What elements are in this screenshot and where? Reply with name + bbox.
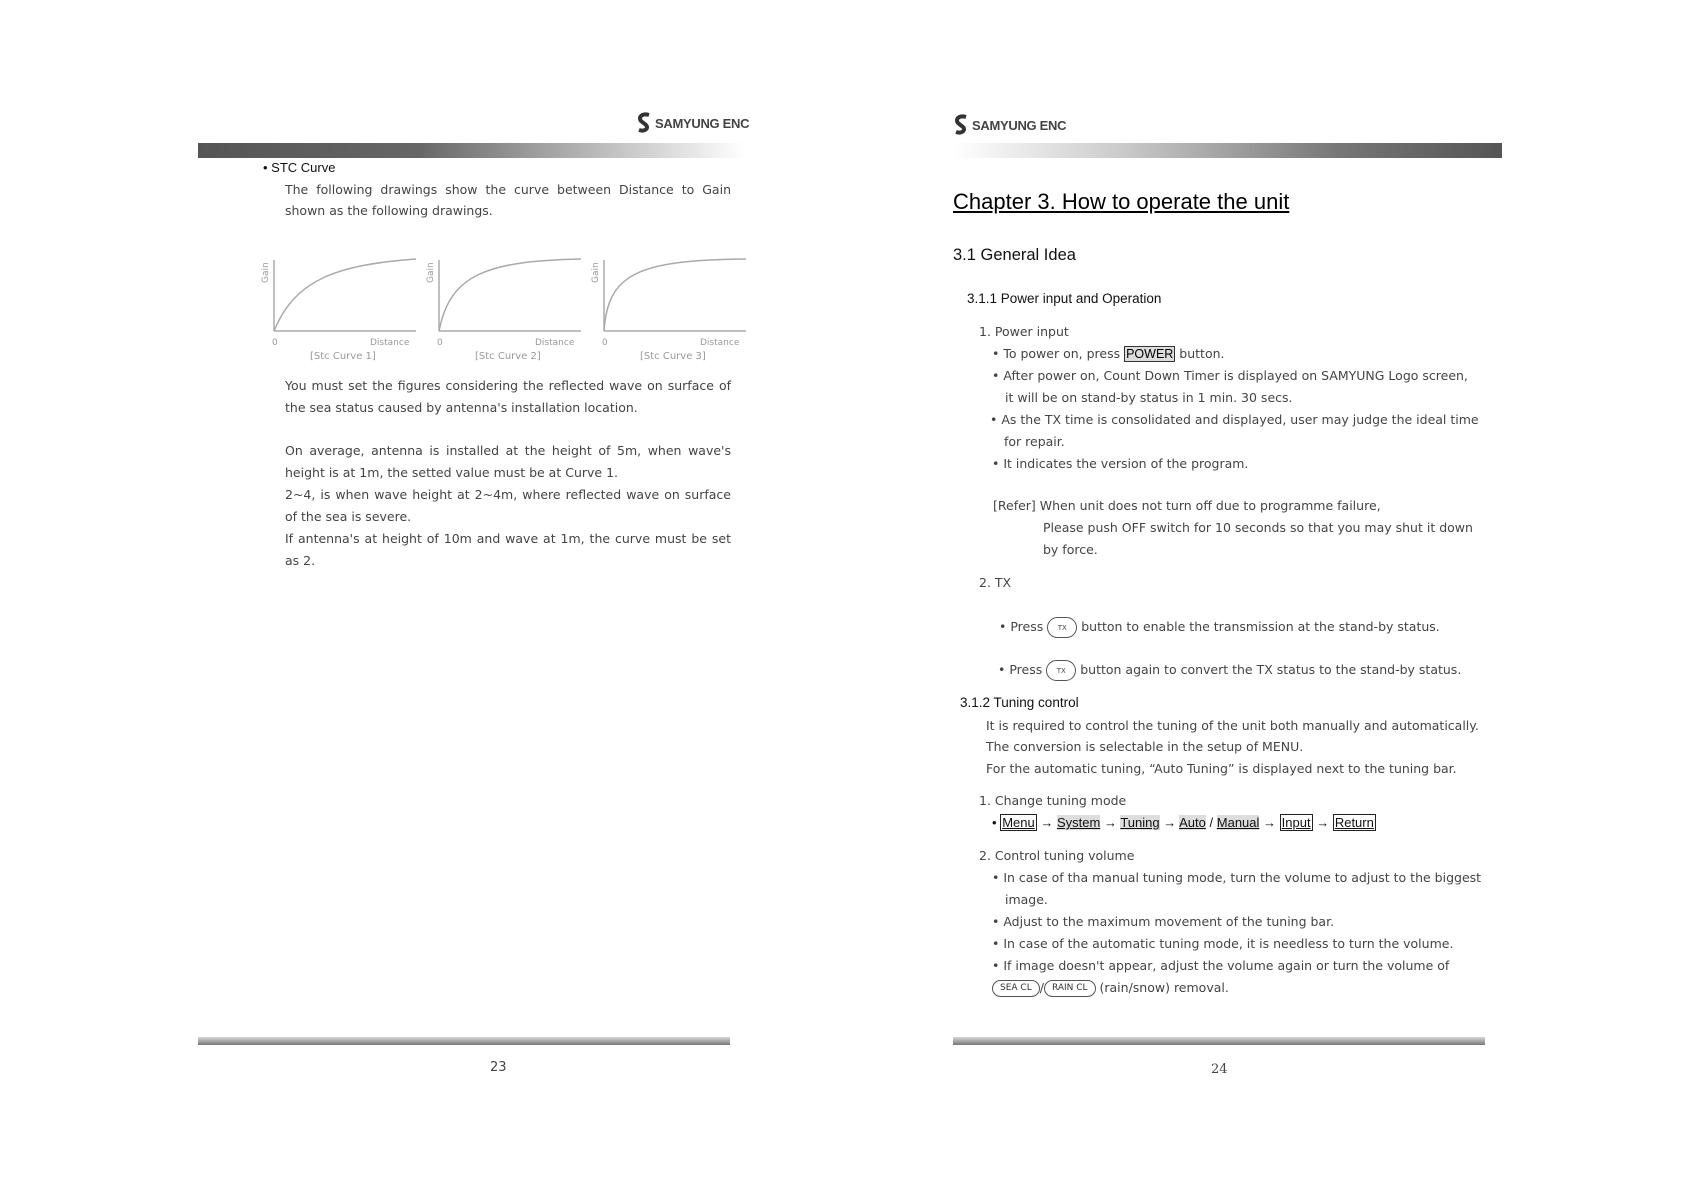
samyung-logo-icon — [953, 114, 969, 136]
stc-curve-2-svg — [425, 255, 585, 365]
chart-xlabel: Distance — [535, 338, 575, 348]
para2-line6: as 2. — [285, 553, 316, 568]
menu-item-system: System — [1056, 815, 1101, 830]
power-heading: 1. Power input — [979, 324, 1069, 339]
power-line6: • It indicates the version of the program. — [992, 456, 1249, 471]
arrow-icon: → — [1040, 815, 1054, 830]
tx-line1-post: button to enable the transmission at the stand-by status. — [1081, 619, 1440, 634]
power-line1 — [992, 344, 1225, 364]
para2-line4: of the sea is severe. — [285, 509, 412, 524]
chart-ylabel: Gain — [426, 262, 436, 283]
chart-caption: [Stc Curve 1] — [310, 351, 376, 362]
refer-line2: Please push OFF switch for 10 seconds so that you may shut it down — [1043, 520, 1473, 535]
stc-curve-3-svg — [590, 255, 750, 365]
rain-cl-button-icon: RAIN CL — [1044, 980, 1096, 997]
tx-line1-pre: • Press — [999, 619, 1044, 634]
chapter-title: Chapter 3. How to operate the unit — [953, 189, 1290, 214]
volume-line6 — [992, 978, 1229, 998]
tuning-line2: The conversion is selectable in the setup of MENU. — [986, 739, 1304, 754]
curve-line — [604, 259, 746, 331]
subsection-title-tuning: 3.1.2 Tuning control — [960, 695, 1079, 710]
arrow-icon: → — [1103, 815, 1117, 830]
logo-left — [636, 112, 749, 134]
para2-line5: If antenna's at height of 10m and wave at 1m, the curve must be set — [285, 531, 731, 546]
volume-line1: • In case of tha manual tuning mode, turn the volume to adjust to the biggest — [992, 870, 1482, 885]
volume-line2: image. — [1005, 892, 1048, 907]
menu-item-menu: Menu — [1002, 815, 1035, 830]
page-number-left: 23 — [490, 1060, 507, 1075]
power-line5: for repair. — [1004, 434, 1065, 449]
power-line1-post: button. — [1175, 346, 1225, 361]
menu-slash: / — [1209, 815, 1214, 830]
sea-cl-button-icon: SEA CL — [992, 980, 1040, 997]
stc-bullet-title: • STC Curve — [263, 160, 336, 175]
tuning-heading2: 2. Control tuning volume — [979, 848, 1135, 863]
chart-caption: [Stc Curve 2] — [475, 351, 541, 362]
curve-line — [274, 259, 416, 331]
tx-line1 — [999, 617, 1440, 638]
menu-item-auto: Auto — [1179, 815, 1206, 830]
tuning-heading1: 1. Change tuning mode — [979, 793, 1127, 808]
stc-curve-chart-3 — [590, 255, 750, 365]
curve-line — [439, 259, 581, 331]
stc-curve-1-svg — [260, 255, 420, 365]
refer-line3: by force. — [1043, 542, 1098, 557]
volume-line5: • If image doesn't appear, adjust the volume again or turn the volume of — [992, 958, 1450, 973]
para1-line2: the sea status caused by antenna's installation location. — [285, 400, 638, 415]
para1-line1: You must set the figures considering the reflected wave on surface of — [285, 378, 731, 393]
logo-text: SAMYUNG ENC — [972, 117, 1067, 133]
menu-item-input: Input — [1281, 815, 1311, 830]
footer-bar-left — [198, 1037, 730, 1045]
tx-heading: 2. TX — [979, 575, 1012, 590]
section-title: 3.1 General Idea — [953, 246, 1076, 264]
volume-slash: / — [1039, 980, 1044, 995]
menu-item-return: Return — [1334, 815, 1374, 830]
chart-origin: 0 — [602, 338, 608, 348]
volume-line3: • Adjust to the maximum movement of the tuning bar. — [992, 914, 1335, 929]
power-line3: it will be on stand-by status in 1 min. 30 secs. — [1005, 390, 1293, 405]
subsection-title-power: 3.1.1 Power input and Operation — [967, 291, 1162, 306]
arrow-icon: → — [1163, 815, 1177, 830]
chart-origin: 0 — [272, 338, 278, 348]
logo-right — [953, 114, 1066, 136]
chart-xlabel: Distance — [700, 338, 740, 348]
footer-bar-right — [953, 1037, 1485, 1045]
arrow-icon: → — [1263, 815, 1277, 830]
power-line2: • After power on, Count Down Timer is displayed on SAMYUNG Logo screen, — [992, 368, 1468, 383]
power-button-label: POWER — [1126, 347, 1174, 361]
menu-item-tuning: Tuning — [1120, 815, 1160, 830]
para2-line3: 2~4, is when wave height at 2~4m, where reflected wave on surface — [285, 487, 731, 502]
chart-origin: 0 — [437, 338, 443, 348]
chart-ylabel: Gain — [591, 262, 601, 283]
chart-ylabel: Gain — [261, 262, 271, 283]
header-bar-right — [953, 143, 1502, 158]
header-bar-left — [198, 143, 745, 158]
tuning-line3: For the automatic tuning, “Auto Tuning” is displayed next to the tuning bar. — [986, 761, 1457, 776]
power-line4: • As the TX time is consolidated and displayed, user may judge the ideal time — [990, 412, 1479, 427]
tx-line2-post: button again to convert the TX status to the stand-by status. — [1080, 662, 1462, 677]
menu-bullet: • — [992, 815, 997, 830]
menu-item-manual: Manual — [1216, 815, 1260, 830]
tuning-line1: It is required to control the tuning of the unit both manually and automatically. — [986, 718, 1479, 733]
stc-intro-line1: The following drawings show the curve between Distance to Gain — [285, 182, 731, 197]
chart-xlabel: Distance — [370, 338, 410, 348]
power-line1-pre: • To power on, press — [992, 346, 1125, 361]
arrow-icon: → — [1316, 815, 1330, 830]
volume-line6-post: (rain/snow) removal. — [1095, 980, 1229, 995]
logo-text: SAMYUNG ENC — [655, 115, 750, 131]
tx-line2-pre: • Press — [998, 662, 1043, 677]
stc-curve-chart-1 — [260, 255, 420, 365]
tx-line2 — [998, 660, 1461, 681]
volume-line4: • In case of the automatic tuning mode, it is needless to turn the volume. — [992, 936, 1454, 951]
chart-caption: [Stc Curve 3] — [640, 351, 706, 362]
stc-intro-line2: shown as the following drawings. — [285, 203, 493, 218]
tx-button-icon: TX — [1047, 617, 1077, 638]
menu-path — [992, 813, 1376, 833]
para2-line2: height is at 1m, the setted value must be at Curve 1. — [285, 465, 618, 480]
stc-curve-chart-2 — [425, 255, 585, 365]
tx-button-icon: TX — [1046, 660, 1076, 681]
samyung-logo-icon — [636, 112, 652, 134]
para2-line1: On average, antenna is installed at the height of 5m, when wave's — [285, 443, 731, 458]
refer-line1: [Refer] When unit does not turn off due to programme failure, — [993, 498, 1381, 513]
page-number-right: 24 — [1211, 1062, 1228, 1077]
